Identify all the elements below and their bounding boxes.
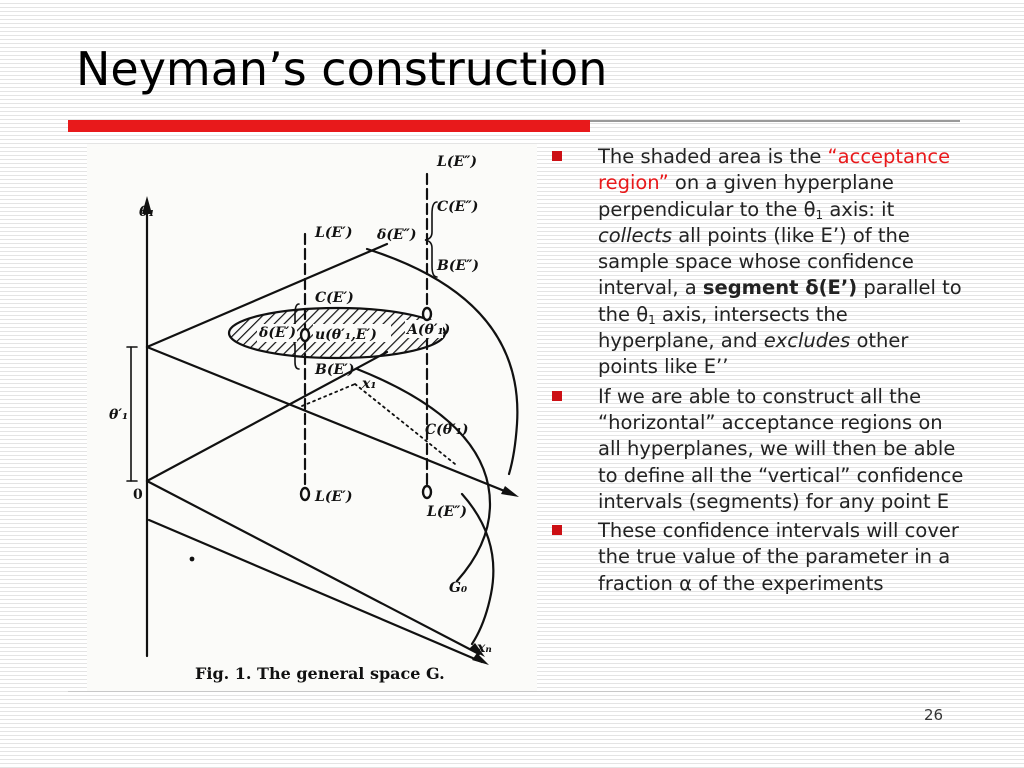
acceptance-region-term: “acceptance region” [598, 145, 951, 195]
label-u: u(θ′₁,E′) [315, 327, 377, 343]
page-number: 26 [924, 706, 944, 724]
bullet-list [548, 144, 968, 600]
bullet-square-icon [552, 151, 562, 161]
label-L-E2-top: L(E″) [437, 154, 478, 170]
label-G0: G₀ [449, 580, 468, 596]
bullet-square-icon [552, 391, 562, 401]
label-A: A(θ′₁) [407, 322, 451, 338]
hyperplane-boundary-curve [367, 249, 517, 474]
label-L-E2-bottom: L(E″) [427, 504, 468, 520]
figure-caption: Fig. 1. The general space G. [195, 664, 445, 683]
title-divider-line [590, 120, 960, 122]
label-x1: x₁ [362, 376, 377, 392]
stray-dot [190, 557, 195, 562]
label-B-E1: B(E′) [315, 362, 355, 378]
bullet-text: These confidence intervals will cover the true value of the parameter in a fraction α of the experiments [598, 519, 959, 595]
point-E2 [423, 486, 431, 498]
neyman-construction-figure [87, 144, 537, 692]
label-xn: xₙ [477, 640, 492, 656]
point-E1 [301, 488, 309, 500]
label-theta1-prime: θ′₁ [109, 407, 129, 423]
label-B-E2: B(E″) [437, 258, 480, 274]
label-theta1-axis: θ₁ [139, 204, 155, 220]
g-front-edge [149, 520, 482, 662]
bullet-horizontal-regions [548, 384, 968, 515]
bullet-text: The shaded area is the “acceptance region” on a given hyperplane perpendicular to the $\theta_1$ axis: it collects all points (like E’) of the sample space whose confidence interval, a segment δ(E’) parallel to the $\theta_1$ axis, intersects the hyperplane, and excludes other points like E’’ [598, 145, 962, 379]
point-E1-on-plane [301, 329, 309, 341]
label-C-E2: C(E″) [437, 199, 479, 215]
label-L-E1-top: L(E′) [315, 225, 353, 241]
g0-boundary-curve [357, 369, 490, 581]
bullet-square-icon [552, 525, 562, 535]
label-origin: 0 [133, 487, 143, 503]
slide-title: Neyman’s construction [76, 42, 608, 96]
label-delta-E1: δ(E′) [259, 325, 296, 341]
bullet-coverage [548, 518, 968, 597]
label-C-E1: C(E′) [315, 290, 354, 306]
label-C-theta: C(θ′₁) [425, 422, 469, 438]
bullet-acceptance-region [548, 144, 968, 381]
bullet-text: If we are able to construct all the “horizontal” acceptance regions on all hyperplanes, we will then be able to define all the “vertical” confidence intervals (segments) for any point E [598, 384, 964, 513]
footer-divider-line [68, 691, 960, 692]
general-space-diagram [87, 144, 537, 692]
label-L-E1-bottom: L(E′) [315, 489, 353, 505]
label-delta-E2: δ(E″) [377, 227, 417, 243]
point-E2-on-plane [423, 308, 431, 320]
title-accent-bar [68, 120, 590, 132]
